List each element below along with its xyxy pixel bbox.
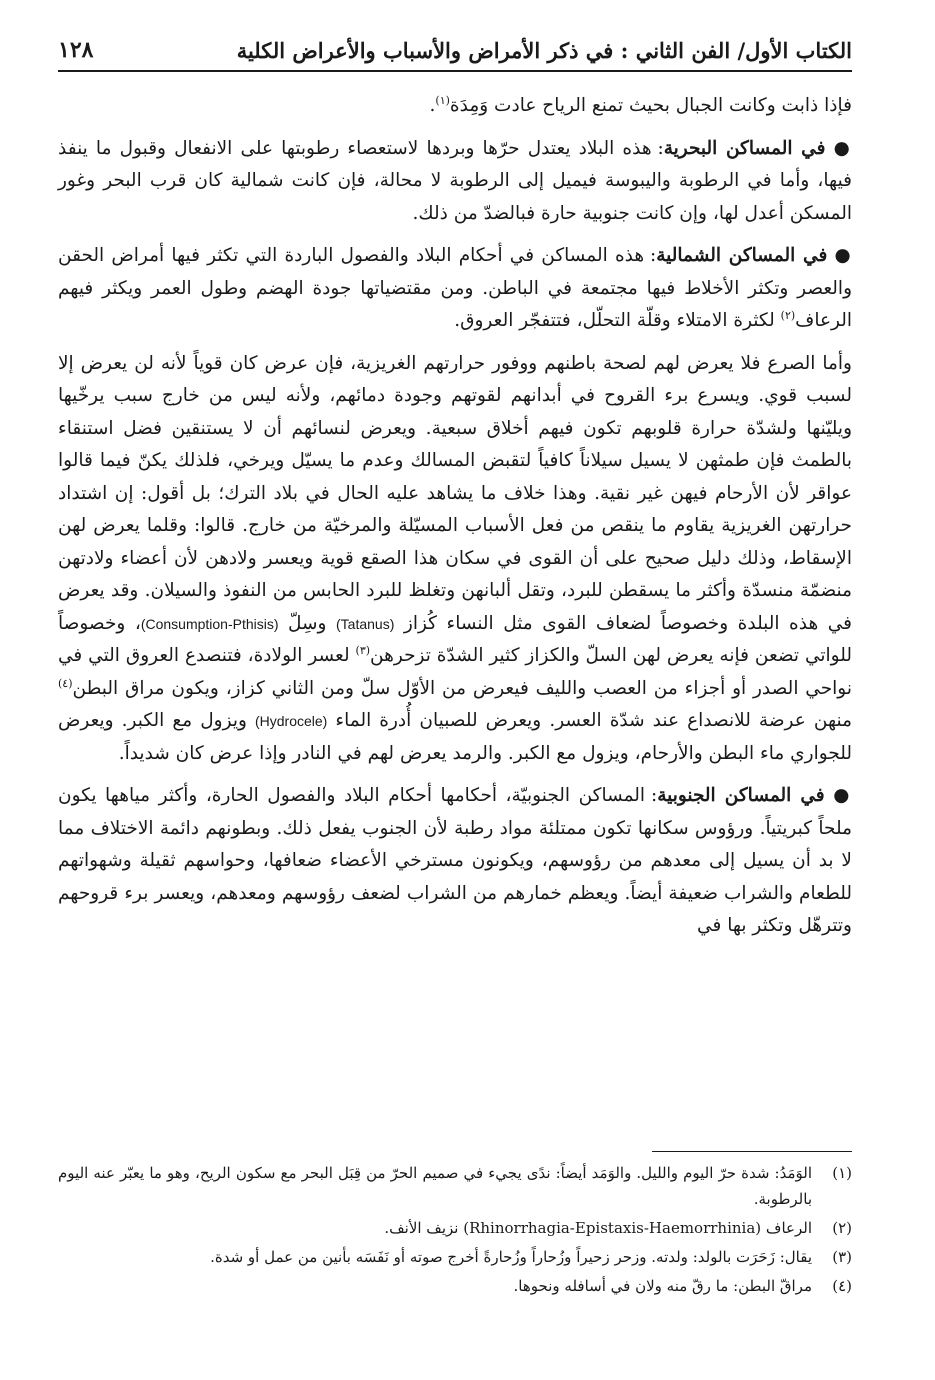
bullet-icon: ● [833, 785, 852, 806]
footnotes [58, 1160, 852, 1302]
footnote-item [58, 1273, 852, 1299]
footnote-number: (٣) [832, 1248, 852, 1266]
footnote-text: الرعاف (Rhinorrhagia-Epistaxis-Haemorrhinia) نزيف الأنف. [384, 1219, 812, 1237]
footnote-ref-3[interactable]: (٣) [355, 643, 371, 657]
latin-term: (Consumption-Pthisis) [140, 615, 279, 632]
footnote-ref-4[interactable]: (٤) [58, 676, 73, 690]
footnote-text: يقال: زَحَرَت بالولد: ولدته. وزحر زحيراً وزُحاراً وزُحارةً أخرج صوته أو نَفَسَه بأنين من عمل أو شدة. [210, 1248, 812, 1266]
bullet-icon: ● [834, 245, 852, 266]
footnote-item [58, 1160, 852, 1212]
book-page [58, 0, 852, 1380]
footnote-ref-1[interactable]: (١) [435, 93, 450, 107]
footnote-number: (١) [832, 1164, 852, 1182]
main-text [58, 90, 852, 953]
footnote-divider [652, 1151, 852, 1152]
paragraph-southern-dwellings: ● في المساكن الجنوبية: المساكن الجنوبيّة، أحكامها أحكام البلاد والفصول الحارة، وأكثر مياهها يكون ملحاً كبريتياً. ورؤوس سكانها تكون ممتلئة مواد رطبة لأن الجنوب يفعل ذلك. وبطونهم دائمة الاختلاف مما لا بد أن يسيل إلى معدهم من رؤوسهم، ويكونون مسترخي الأعضاء ضعافها، وحواسهم ثقيلة وشهواتهم للطعام والشراب ضعيفة أيضاً. ويعظم خمارهم من الشراب لضعف رؤوسهم ومعدهم، ويعسر برء قروحهم وتترهّل وتكثر بها في [58, 785, 852, 936]
footnote-text: مراقّ البطن: ما رقّ منه ولان في أسافله ونحوها. [513, 1277, 812, 1295]
section-heading-northern: في المساكن الشمالية [656, 245, 828, 266]
latin-term: (Tatanus) [336, 615, 395, 632]
paragraph-epilepsy: وأما الصرع فلا يعرض لهم لصحة باطنهم ووفور حرارتهم الغريزية، فإن عرض كان قوياً لأنه لن يعرض إلا لسبب قوي. ويسرع برء القروح في أبدانهم لقوتهم وجودة دمائهم، ولأنه ليس من خارج سبب يرخّيها ويليّنها ولشدّة حرارة قلوبهم تكون فيهم أخلاق سبعية. ويعرض لنسائهم أن لا يستنقين فضل استنقاء بالطمث فإن طمثهن لا يسيل سيلاناً كافياً لتقبض المسالك وعدم ما يسيّل ويرخي، فلذلك يكنّ فيما قالوا عواقر لأن الأرحام فيهن غير نقية. وهذا خلاف ما يشاهد عليه الحال في بلاد الترك؛ بل أقول: إن اشتداد حرارتهن الغريزية يقاوم ما ينقص من فعل الأسباب المسيّلة والمرخيّة من خارج. قالوا: وقلما يعرض لهن الإسقاط، وذلك دليل صحيح على أن القوى في سكان هذا الصقع قوية ويعسر ولادهن لأن أعضاء ولادتهن منضمّة منسدّة وأكثر ما يسقطن للبرد، وتقل ألبانهن وتغلظ للبرد الحابس من النفوذ والسيلان. وقد يعرض في هذه البلدة وخصوصاً لضعاف القوى مثل النساء كُزاز (Tatanus) وسِلّ (Consumption-Pthisis)، وخصوصاً للواتي تضعن فإنه يعرض لهن السلّ والكزاز كثير الشدّة تزحرهن$^{(٣)}$ لعسر الولادة، فتنصدع العروق التي في نواحي الصدر أو أجزاء من العصب والليف فيعرض من الأوّل سلّ ومن الثاني كزاز، ويكون مراق البطن$^{(٤)}$ منهن عرضة للانصداع عند شدّة العسر. ويعرض للصبيان أُدرة الماء (Hydrocele) ويزول مع الكبر. ويعرض للجواري ماء البطن والأرحام، ويزول مع الكبر. والرمد يعرض لهم في النادر وإذا عرض كان شديداً. [58, 352, 853, 764]
footnote-number: (٤) [832, 1277, 852, 1295]
footnote-item [58, 1215, 852, 1241]
latin-term: (Hydrocele) [254, 713, 328, 729]
section-heading-maritime: في المساكن البحرية [663, 137, 826, 159]
section-heading-southern: في المساكن الجنوبية [657, 785, 825, 806]
footnote-number: (٢) [832, 1219, 852, 1237]
footnote-ref-2[interactable]: (٢) [780, 308, 796, 322]
footnote-item [58, 1244, 852, 1270]
paragraph-northern-dwellings: ● في المساكن الشمالية: هذه المساكن في أحكام البلاد والفصول الباردة التي تكثر فيها أمراض الحقن والعصر وتكثر الأخلاط فيها مجتمعة في الباطن. ومن مقتضياتها جودة الهضم وطول العمر ويكثر فيهم الرعاف$^{(٢)}$ لكثرة الامتلاء وقلّة التحلّل، فتتفجّر العروق. [58, 245, 852, 331]
footnote-text: الوَمَدُ: شدة حرّ اليوم والليل. والوَمَد أيضاً: ندًى يجيء في صميم الحرّ من قِبَل البحر مع سكون الريح، وهو ما يعبّر عنه اليوم بالرطوبة. [58, 1164, 812, 1208]
paragraph-opening: فإذا ذابت وكانت الجبال بحيث تمنع الرياح عادت وَمِدَة$^{(١)}$. [429, 93, 852, 116]
bullet-icon: ● [833, 137, 852, 159]
page-header [58, 30, 852, 72]
page-number: ١٢٨ [58, 37, 94, 63]
running-title: الكتاب الأول/ الفن الثاني : في ذكر الأمراض والأسباب والأعراض الكلية [236, 37, 852, 63]
paragraph-maritime-dwellings: ● في المساكن البحرية: هذه البلاد يعتدل حرّها وبردها لاستعصاء رطوبتها على الانفعال وقبول ما ينفذ فيها، وأما في الرطوبة واليبوسة فيميل إلى الرطوبة لا محالة، فإن كانت شمالية كان قرب البحر وغور المسكن أعدل لها، وإن كانت جنوبية حارة فبالضدّ من ذلك. [58, 137, 852, 224]
